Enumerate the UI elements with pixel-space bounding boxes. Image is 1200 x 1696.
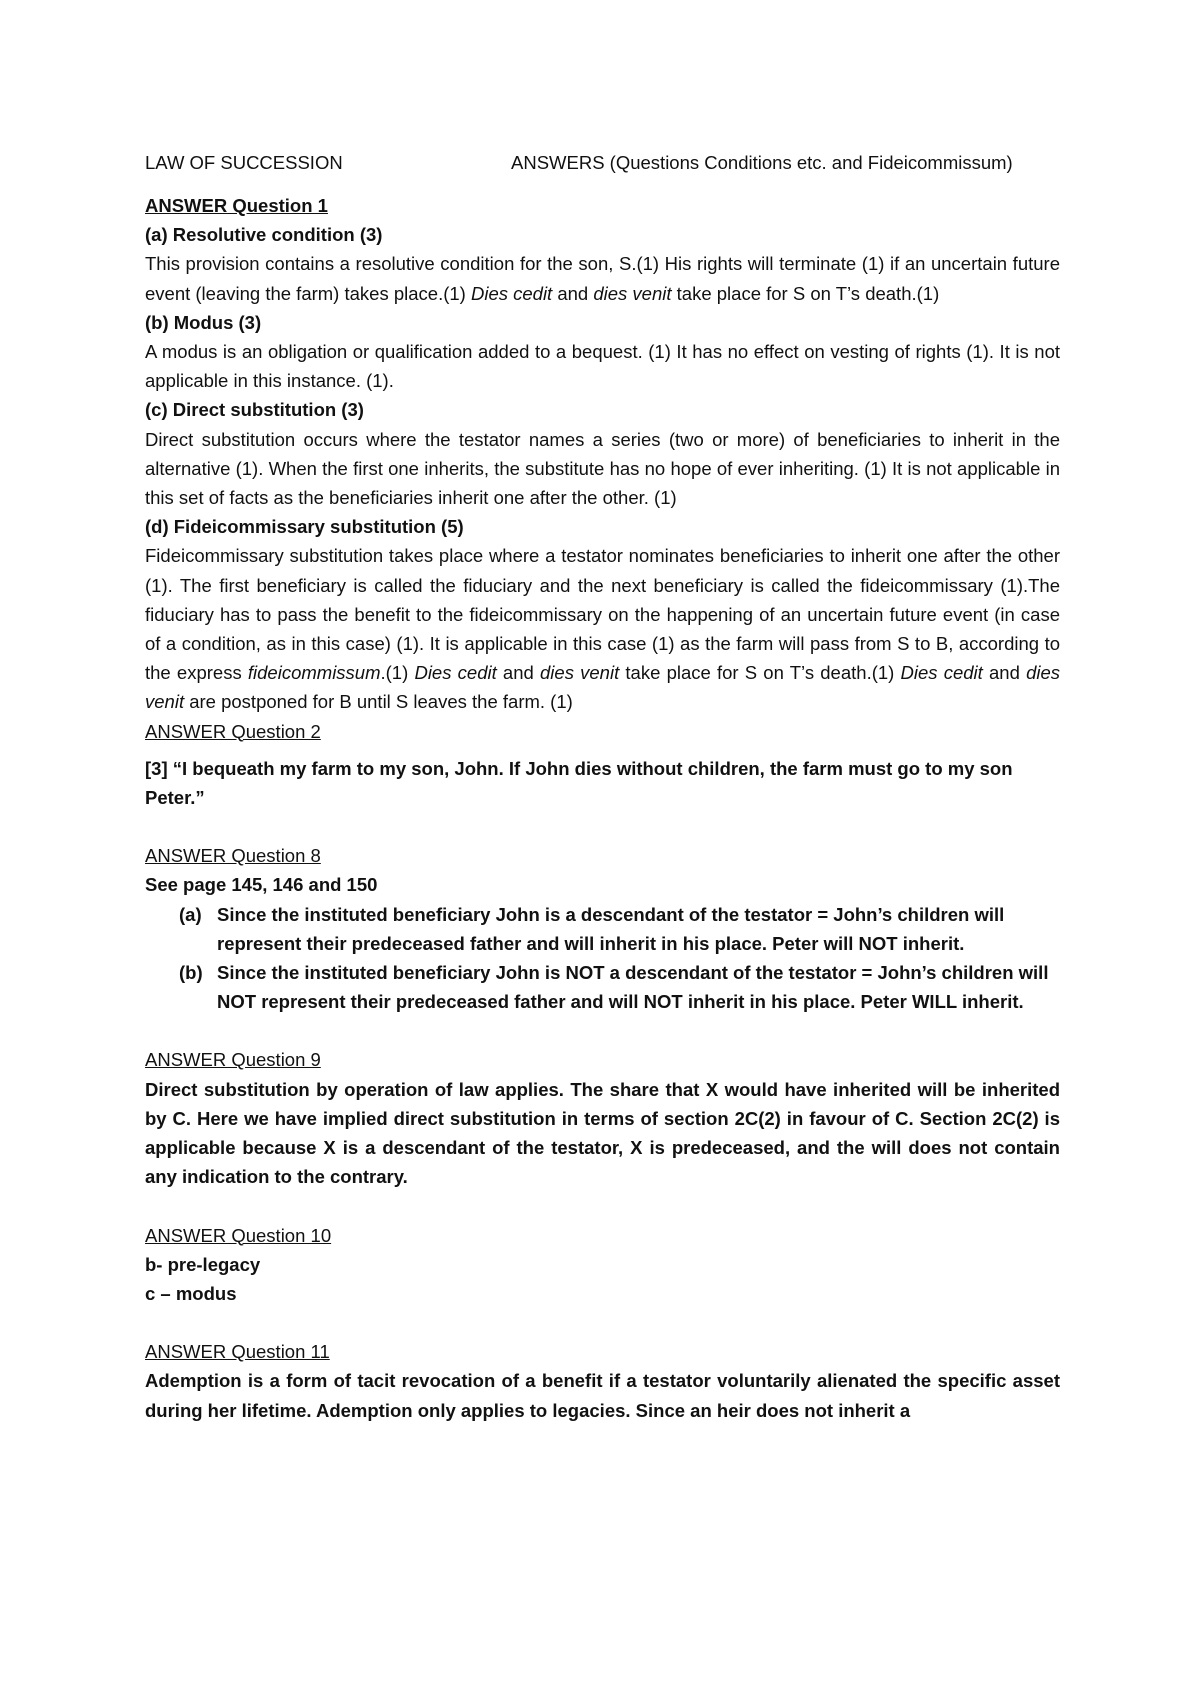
q1-d-heading: (d) Fideicommissary substitution (5)	[145, 516, 464, 538]
header-answers-title: ANSWERS (Questions Conditions etc. and Fideicommissum)	[511, 152, 1013, 173]
list-item	[145, 900, 1060, 958]
document-body	[145, 148, 1060, 1425]
q10-answer-b: b- pre-legacy	[145, 1253, 261, 1275]
question-9-heading: ANSWER Question 9	[145, 1049, 321, 1071]
q1-a-heading: (a) Resolutive condition (3)	[145, 224, 383, 246]
question-2-heading: ANSWER Question 2	[145, 720, 321, 742]
q11-answer: Ademption is a form of tacit revocation of a benefit if a testator voluntarily alienated the specific asset during her lifetime. Ademption only applies to legacies. Since an heir does not inherit a	[145, 1370, 1060, 1421]
q1-b-heading: (b) Modus (3)	[145, 311, 262, 333]
list-item	[145, 958, 1060, 1016]
q2-answer: [3] “I bequeath my farm to my son, John. If John dies without children, the farm must go to my son Peter.”	[145, 757, 1013, 809]
q1-d-paragraph: Fideicommissary substitution takes place where a testator nominates beneficiaries to inherit one after the other (1). The first beneficiary is called the fiduciary and the next beneficiary is called the fideicommissary (1).The fiduciary has to pass the benefit to the fideicommissary on the happening of an uncertain future event (in case of a condition, as in this case) (1). It is applicable in this case (1) as the farm will pass from S to B, according to the express fideicommissum.(1) Dies cedit and dies venit take place for S on T’s death.(1) Dies cedit and dies venit are postponed for B until S leaves the farm. (1)	[145, 545, 1061, 713]
q1-b-paragraph: A modus is an obligation or qualification added to a bequest. (1) It has no effect on vesting of rights (1). It is not applicable in this instance. (1).	[145, 341, 1060, 392]
list-item-text: Since the instituted beneficiary John is a descendant of the testator = John’s children will represent their predeceased father and will inherit in his place. Peter will NOT inherit.	[217, 903, 1005, 954]
q8-see-page: See page 145, 146 and 150	[145, 874, 378, 896]
list-item-text: Since the instituted beneficiary John is NOT a descendant of the testator = John’s children will NOT represent their predeceased father and will NOT inherit in his place. Peter WILL inherit.	[217, 962, 1049, 1013]
q9-answer: Direct substitution by operation of law applies. The share that X would have inherited will be inherited by C. Here we have implied direct substitution in terms of section 2C(2) in favour of C. Section 2C(2) is applicable because X is a descendant of the testator, X is predeceased, and the will does not contain any indication to the contrary.	[145, 1078, 1060, 1188]
question-11-heading: ANSWER Question 11	[145, 1341, 330, 1363]
q10-answer-c: c – modus	[145, 1282, 237, 1304]
question-8-heading: ANSWER Question 8	[145, 845, 321, 867]
q1-c-heading: (c) Direct substitution (3)	[145, 399, 364, 421]
document-header	[145, 148, 1060, 177]
question-1-heading: ANSWER Question 1	[145, 195, 328, 216]
q1-c-paragraph: Direct substitution occurs where the testator names a series (two or more) of beneficiaries to inherit in the alternative (1). When the first one inherits, the substitute has no hope of ever inheriting. (1) It is not applicable in this set of facts as the beneficiaries inherit one after the other. (1)	[145, 428, 1060, 509]
question-10-heading: ANSWER Question 10	[145, 1224, 332, 1246]
q1-a-paragraph: This provision contains a resolutive condition for the son, S.(1) His rights will terminate (1) if an uncertain future event (leaving the farm) takes place.(1) Dies cedit and dies venit take place for S on T’s death.(1)	[145, 253, 1060, 304]
q8-answer-list	[145, 900, 1060, 1017]
list-marker: (a)	[179, 903, 202, 925]
list-marker: (b)	[179, 962, 203, 984]
header-course-title: LAW OF SUCCESSION	[145, 152, 343, 173]
